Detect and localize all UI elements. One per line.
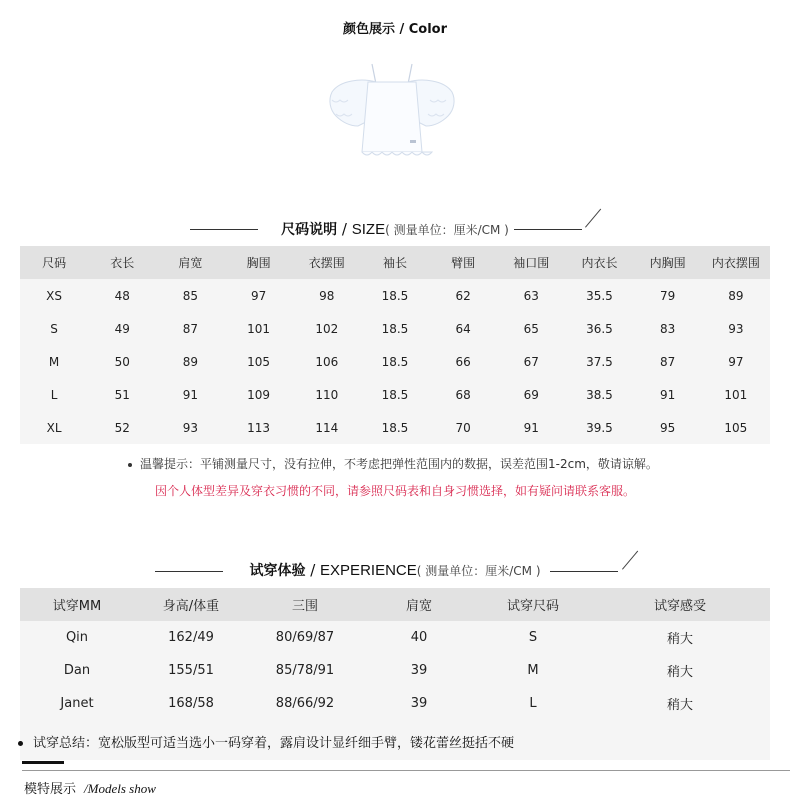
- size-chart-table: [20, 246, 770, 444]
- table-cell: 18.5: [361, 378, 429, 411]
- size-section-header: [0, 219, 790, 239]
- table-cell: 106: [293, 345, 361, 378]
- table-row: [20, 345, 770, 378]
- table-cell: 18.5: [361, 411, 429, 444]
- table-cell: 109: [225, 378, 293, 411]
- table-cell: M: [476, 654, 590, 687]
- table-cell: 38.5: [565, 378, 633, 411]
- table-cell: 91: [497, 411, 565, 444]
- table-cell: 105: [225, 345, 293, 378]
- try-on-summary: [18, 732, 514, 751]
- table-cell: 113: [225, 411, 293, 444]
- size-col-header: 衣长: [88, 246, 156, 279]
- table-cell: L: [20, 378, 88, 411]
- experience-col-header: 试穿MM: [20, 588, 134, 621]
- table-cell: 66: [429, 345, 497, 378]
- table-cell: 98: [293, 279, 361, 312]
- product-image: [326, 60, 458, 166]
- models-accent-bar: [22, 761, 64, 764]
- table-cell: Janet: [20, 687, 134, 720]
- table-cell: Qin: [20, 621, 134, 654]
- table-cell: S: [20, 312, 88, 345]
- size-unit-note: ( 测量单位：厘米/CM ): [385, 223, 509, 237]
- table-cell: 18.5: [361, 345, 429, 378]
- table-cell: 114: [293, 411, 361, 444]
- table-cell: 67: [497, 345, 565, 378]
- table-cell: 87: [634, 345, 702, 378]
- experience-col-header: 身高/体重: [134, 588, 248, 621]
- experience-header-right-rule: [550, 571, 618, 572]
- table-cell: 35.5: [565, 279, 633, 312]
- experience-title-en: EXPERIENCE: [320, 562, 417, 579]
- table-cell: 95: [634, 411, 702, 444]
- size-col-header: 衣摆围: [293, 246, 361, 279]
- experience-col-header: 肩宽: [362, 588, 476, 621]
- table-cell: 80/69/87: [248, 621, 362, 654]
- table-cell: 102: [293, 312, 361, 345]
- experience-section-header: [0, 560, 790, 580]
- size-table-header-row: [20, 246, 770, 279]
- experience-title-cn: 试穿体验: [249, 563, 306, 579]
- size-header-right-rule: [514, 229, 582, 230]
- bullet-icon: [18, 741, 23, 746]
- experience-col-header: 试穿尺码: [476, 588, 590, 621]
- table-cell: 89: [702, 279, 770, 312]
- size-col-header: 袖长: [361, 246, 429, 279]
- table-row: [20, 687, 770, 720]
- table-cell: 69: [497, 378, 565, 411]
- table-cell: 39: [362, 687, 476, 720]
- table-cell: 70: [429, 411, 497, 444]
- table-cell: 49: [88, 312, 156, 345]
- table-cell: 稍大: [590, 621, 770, 654]
- table-cell: 18.5: [361, 279, 429, 312]
- table-cell: 168/58: [134, 687, 248, 720]
- size-col-header: 臂围: [429, 246, 497, 279]
- table-cell: 85: [156, 279, 224, 312]
- table-cell: 93: [156, 411, 224, 444]
- try-on-summary-text: 试穿总结：宽松版型可适当选小一码穿着，露肩设计显纤细手臂，镂花蕾丝挺括不硬: [33, 736, 515, 751]
- experience-col-header: 三围: [248, 588, 362, 621]
- table-cell: 85/78/91: [248, 654, 362, 687]
- size-col-header: 胸围: [225, 246, 293, 279]
- table-cell: 155/51: [134, 654, 248, 687]
- models-divider: [22, 770, 790, 771]
- table-cell: 68: [429, 378, 497, 411]
- try-on-experience-table: [20, 588, 770, 720]
- color-section-title: 颜色展示 / Color: [342, 22, 448, 37]
- table-row: [20, 312, 770, 345]
- table-cell: 105: [702, 411, 770, 444]
- table-cell: XS: [20, 279, 88, 312]
- table-cell: 64: [429, 312, 497, 345]
- table-cell: 88/66/92: [248, 687, 362, 720]
- table-cell: 162/49: [134, 621, 248, 654]
- table-cell: 51: [88, 378, 156, 411]
- table-cell: 50: [88, 345, 156, 378]
- table-cell: 37.5: [565, 345, 633, 378]
- size-title-separator: /: [337, 220, 352, 238]
- size-col-header: 肩宽: [156, 246, 224, 279]
- experience-table-header-row: [20, 588, 770, 621]
- table-cell: XL: [20, 411, 88, 444]
- table-row: [20, 621, 770, 654]
- table-row: [20, 378, 770, 411]
- table-cell: 97: [225, 279, 293, 312]
- size-title-en: SIZE: [351, 221, 386, 238]
- table-cell: 36.5: [565, 312, 633, 345]
- size-col-header: 内衣摆围: [702, 246, 770, 279]
- size-col-header: 袖口围: [497, 246, 565, 279]
- table-row: [20, 411, 770, 444]
- table-cell: 89: [156, 345, 224, 378]
- models-section-title: [24, 778, 156, 797]
- table-cell: L: [476, 687, 590, 720]
- size-warning-text: 因个人体型差异及穿衣习惯的不同，请参照尺码表和自身习惯选择，如有疑问请联系客服。: [154, 484, 635, 498]
- table-cell: 83: [634, 312, 702, 345]
- table-cell: Dan: [20, 654, 134, 687]
- size-col-header: 内衣长: [565, 246, 633, 279]
- size-notice-text: 温馨提示：平铺测量尺寸，没有拉伸，不考虑把弹性范围内的数据，误差范围1-2cm，敬请谅解。: [140, 457, 658, 471]
- table-cell: 稍大: [590, 687, 770, 720]
- experience-unit-note: ( 测量单位：厘米/CM ): [416, 564, 541, 578]
- size-title-cn: 尺码说明: [281, 222, 338, 238]
- table-cell: 97: [702, 345, 770, 378]
- table-cell: 91: [156, 378, 224, 411]
- size-col-header: 内胸围: [634, 246, 702, 279]
- table-cell: M: [20, 345, 88, 378]
- table-cell: 91: [634, 378, 702, 411]
- table-cell: 101: [702, 378, 770, 411]
- table-cell: 63: [497, 279, 565, 312]
- table-cell: 101: [225, 312, 293, 345]
- table-cell: 87: [156, 312, 224, 345]
- experience-title-separator: /: [305, 561, 321, 579]
- table-cell: 18.5: [361, 312, 429, 345]
- table-cell: 39.5: [565, 411, 633, 444]
- table-cell: 65: [497, 312, 565, 345]
- table-cell: 62: [429, 279, 497, 312]
- experience-col-header: 试穿感受: [590, 588, 770, 621]
- table-row: [20, 654, 770, 687]
- table-row: [20, 279, 770, 312]
- table-cell: 93: [702, 312, 770, 345]
- models-title-en: /Models show: [84, 781, 156, 796]
- table-cell: S: [476, 621, 590, 654]
- table-cell: 稍大: [590, 654, 770, 687]
- table-cell: 110: [293, 378, 361, 411]
- table-cell: 79: [634, 279, 702, 312]
- models-title-cn: 模特展示: [24, 782, 77, 797]
- table-cell: 52: [88, 411, 156, 444]
- table-cell: 39: [362, 654, 476, 687]
- bullet-icon: [128, 463, 132, 467]
- size-notice: [128, 455, 658, 472]
- table-cell: 40: [362, 621, 476, 654]
- table-cell: 48: [88, 279, 156, 312]
- size-col-header: 尺码: [20, 246, 88, 279]
